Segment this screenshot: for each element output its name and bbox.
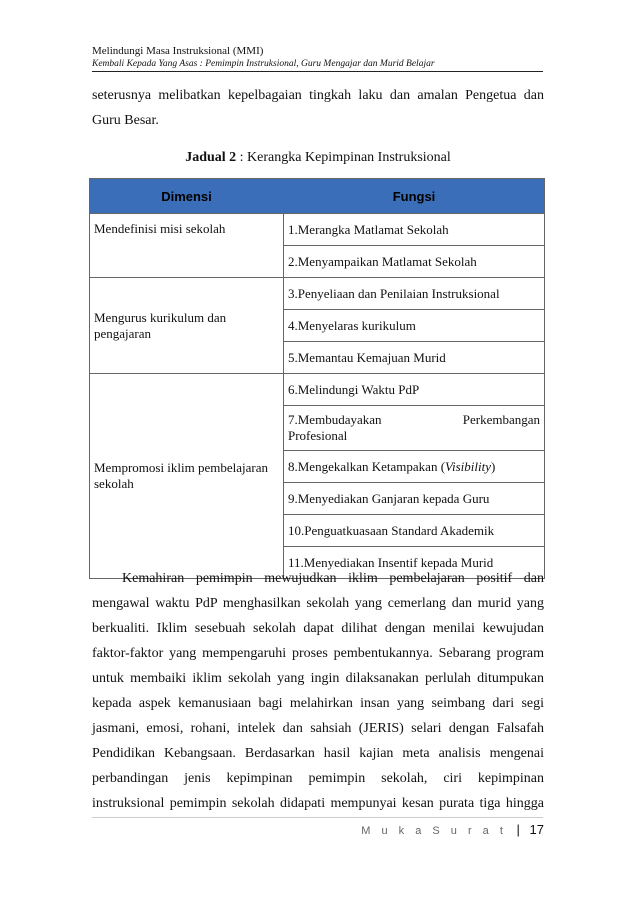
table-caption-text: : Kerangka Kepimpinan Instruksional [239,150,451,165]
dimension-cell: Mendefinisi misi sekolah [90,214,284,278]
page-footer [361,822,544,837]
table-row [90,374,545,406]
function-text-italic: Visibility [445,458,492,474]
framework-table [89,178,545,579]
text-line: mengawal waktu PdP menghasilkan sekolah yang cemerlang dan murid yang [92,596,544,611]
function-cell: 4.Menyelaras kurikulum [284,310,545,342]
function-cell: 1.Merangka Matlamat Sekolah [284,214,545,246]
function-cell [284,406,545,451]
column-header-dimensi: Dimensi [90,179,284,214]
intro-paragraph [92,83,544,133]
page-label: M u k a S u r a t [361,825,507,837]
text-line: kepada aspek kemanusiaan bagi melahirkan insan yang seimbang dari segi [92,696,544,711]
function-cell: 5.Memantau Kemajuan Murid [284,342,545,374]
text-line: perbandingan jenis kepimpinan pemimpin sekolah, ciri kepimpinan [92,771,544,786]
header-title: Melindungi Masa Instruksional (MMI) [92,45,264,57]
function-cell: 6.Melindungi Waktu PdP [284,374,545,406]
function-text: ) [491,458,496,474]
table-header-row [90,179,545,214]
function-text: Perkembangan [462,412,540,427]
header-subtitle: Kembali Kepada Yang Asas : Pemimpin Instruksional, Guru Mengajar dan Murid Belajar [92,59,435,69]
page-number: 17 [529,822,544,837]
text-line: faktor-faktor yang mempengaruhi proses pembentukannya. Sebarang program [92,646,544,661]
table-caption [92,150,544,166]
text-line: Kemahiran pemimpin mewujudkan iklim pembelajaran positif dan [122,571,544,586]
dimension-cell: Mengurus kurikulum dan pengajaran [90,278,284,374]
text-line: untuk membaiki iklim sekolah yang ingin dilaksanakan perlulah ditumpukan [92,671,544,686]
function-text: 8.Mengekalkan Ketampakan ( [288,458,446,474]
table-caption-label: Jadual 2 [185,150,237,165]
function-line [288,412,540,428]
text-line: instruksional pemimpin sekolah didapati mempunyai kesan purata tiga hingga [92,796,544,811]
function-text: 7.Membudayakan [288,412,382,427]
function-cell: 10.Penguatkuasaan Standard Akademik [284,515,545,547]
function-cell: 2.Menyampaikan Matlamat Sekolah [284,246,545,278]
function-text: Profesional [288,428,348,443]
text-line: jasmani, emosi, rohani, intelek dan sahsiah (JERIS) selari dengan Falsafah [92,721,544,736]
text-line: berkualiti. Iklim sesebuah sekolah dapat dilihat dengan menilai kewujudan [92,621,544,636]
function-cell: 3.Penyeliaan dan Penilaian Instruksional [284,278,545,310]
text-line: Pendidikan Kebangsaan. Berdasarkan hasil kajian meta analisis mengenai [92,746,544,761]
body-paragraph [92,566,544,816]
footer-rule [92,817,543,818]
dimension-cell: Mempromosi iklim pembelajaran sekolah [90,374,284,579]
table-row [90,278,545,310]
function-cell [284,451,545,483]
table-row [90,214,545,246]
function-cell: 9.Menyediakan Ganjaran kepada Guru [284,483,545,515]
column-header-fungsi: Fungsi [284,179,545,214]
footer-separator: | [516,822,520,837]
text-line: seterusnya melibatkan kepelbagaian tingkah laku dan amalan Pengetua dan [92,88,544,103]
text-line: Guru Besar. [92,113,159,128]
running-header [92,45,542,70]
function-cell: 11.Menyediakan Insentif kepada Murid [284,547,545,579]
header-rule [92,71,543,72]
